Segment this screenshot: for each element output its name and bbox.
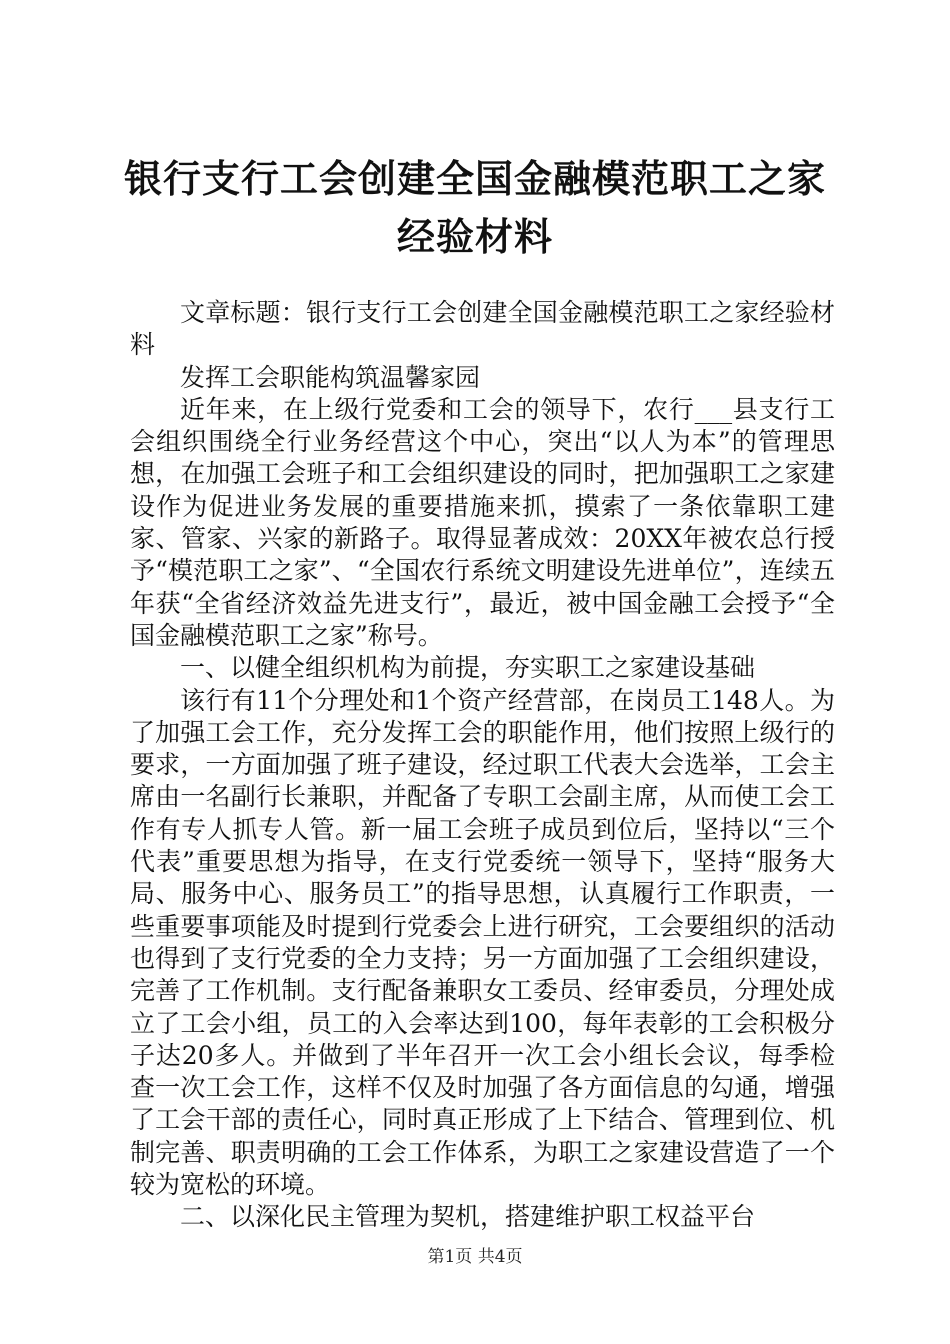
section-heading-1: 一、以健全组织机构为前提，夯实职工之家建设基础	[180, 653, 756, 683]
document-title: 银行支行工会创建全国金融模范职工之家经验材料	[123, 156, 826, 259]
paragraph-intro: 近年来，在上级行党委和工会的领导下，农行___县支行工会组织围绕全行业务经营这个中心，突出“以人为本”的管理思想，在加强工会班子和工会组织建设的同时，把加强职工之家建设作为促进业务发展的重要措施来抓，摸索了一条依靠职工建家、管家、兴家的新路子。取得显著成效：20XX年被农总行授予“模范职工之家”、“全国农行系统文明建设先进单位”，连续五年获“全省经济效益先进支行”，最近，被中国金融工会授予“全国金融模范职工之家”称号。	[130, 394, 835, 650]
paragraph-article-title: 文章标题：银行支行工会创建全国金融模范职工之家经验材料	[130, 298, 835, 360]
section-heading-2: 二、以深化民主管理为契机，搭建维护职工权益平台	[180, 1202, 756, 1232]
page-footer: 第1页 共4页	[427, 1247, 523, 1267]
paragraph-section-1: 该行有11个分理处和1个资产经营部，在岗员工148人。为了加强工会工作，充分发挥工会的职能作用，他们按照上级行的要求，一方面加强了班子建设，经过职工代表大会选举，工会主席由一名副行长兼职，并配备了专职工会副主席，从而使工会工作有专人抓专人管。新一届工会班子成员到位后，坚持以“三个代表”重要思想为指导，在支行党委统一领导下，坚持“服务大局、服务中心、服务员工”的指导思想，认真履行工作职责，一些重要事项能及时提到行党委会上进行研究，工会要组织的活动也得到了支行党委的全力支持；另一方面加强了工会组织建设，完善了工作机制。支行配备兼职女工委员、经审委员，分理处成立了工会小组，员工的入会率达到100，每年表彰的工会积极分子达20多人。并做到了半年召开一次工会小组长会议，每季检查一次工会工作，这样不仅及时加强了各方面信息的勾通，增强了工会干部的责任心，同时真正形成了上下结合、管理到位、机制完善、职责明确的工会工作体系，为职工之家建设营造了一个较为宽松的环境。	[130, 685, 835, 1200]
document-body	[130, 297, 835, 1234]
paragraph-subtitle: 发挥工会职能构筑温馨家园	[180, 362, 481, 392]
